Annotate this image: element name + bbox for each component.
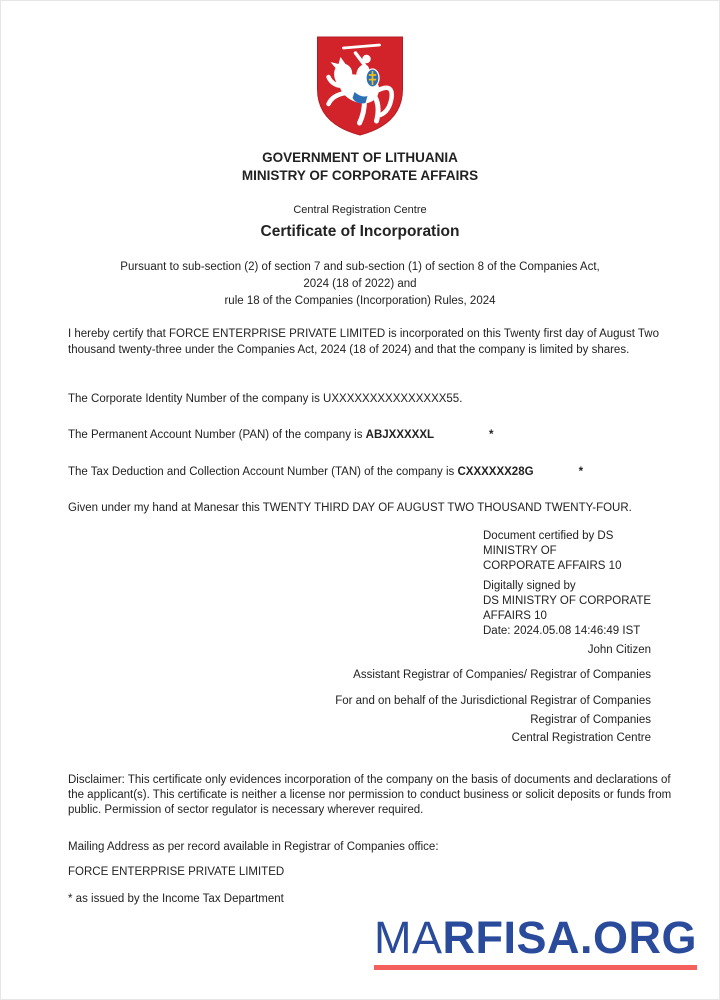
mailing-address-label: Mailing Address as per record available in Registrar of Companies office: xyxy=(68,841,439,853)
watermark-suffix: .ORG xyxy=(579,912,697,963)
signed-line-3: AFFAIRS 10 xyxy=(483,610,547,622)
watermark-underline xyxy=(374,965,697,970)
lithuania-coat-of-arms-icon xyxy=(313,34,408,139)
cin-prefix: The Corporate Identity Number of the company is xyxy=(68,393,324,405)
signed-line-1: Digitally signed by xyxy=(483,580,576,592)
marfisa-watermark-text xyxy=(374,912,697,963)
certified-line-3: CORPORATE AFFAIRS 10 xyxy=(483,560,622,572)
pursuant-line-3: rule 18 of the Companies (Incorporation) Rules, 2024 xyxy=(224,295,496,307)
pan-prefix: The Permanent Account Number (PAN) of the company is xyxy=(68,429,366,441)
company-name: FORCE ENTERPRISE PRIVATE LIMITED xyxy=(68,866,285,878)
tan-footnote-mark: * xyxy=(578,466,584,478)
pan-footnote-mark: * xyxy=(489,429,494,441)
cin-suffix: . xyxy=(459,393,463,405)
document-certified-stamp xyxy=(483,529,621,574)
signer-name: John Citizen xyxy=(587,644,651,656)
disclaimer-paragraph: Disclaimer: This certificate only evidences incorporation of the company on the basis of documents and declarations of the applicant(s). This certificate is neither a license nor permission to conduct business or solicit deposits or funds from public. Permission of sector regulator is necessary wherever required. xyxy=(68,774,672,816)
cin-value: UXXXXXXXXXXXXXXX55 xyxy=(323,393,460,405)
given-line: Given under my hand at Manesar this TWENTY THIRD DAY OF AUGUST TWO THOUSAND TWENTY-FOUR. xyxy=(68,502,632,514)
pursuant-line-1: Pursuant to sub-section (2) of section 7 and sub-section (1) of section 8 of the Companies Act, xyxy=(120,261,600,273)
watermark-prefix: MA xyxy=(373,912,443,963)
signed-line-2: DS MINISTRY OF CORPORATE xyxy=(483,595,652,607)
certified-line-1: Document certified by DS xyxy=(483,530,614,542)
pursuant-line-2: 2024 (18 of 2022) and xyxy=(303,278,417,290)
watermark-middle: RFISA xyxy=(442,912,580,963)
ministry-line: MINISTRY OF CORPORATE AFFAIRS xyxy=(241,168,479,183)
signed-line-4: Date: 2024.05.08 14:46:49 IST xyxy=(483,625,641,637)
certified-line-2: MINISTRY OF xyxy=(483,545,557,557)
tan-line xyxy=(68,464,673,480)
pan-value: ABJXXXXXL xyxy=(365,429,435,441)
signer-role-1: Assistant Registrar of Companies/ Registrar of Companies xyxy=(353,669,651,681)
tan-value: CXXXXXX28G xyxy=(457,466,534,478)
registration-centre-line: Central Registration Centre xyxy=(293,204,427,216)
certificate-title: Certificate of Incorporation xyxy=(260,223,460,240)
pan-line xyxy=(68,427,673,443)
marfisa-watermark xyxy=(374,913,697,970)
income-tax-footnote: * as issued by the Income Tax Department xyxy=(68,893,284,905)
tan-prefix: The Tax Deduction and Collection Account Number (TAN) of the company is xyxy=(68,466,458,478)
cin-line xyxy=(68,391,673,407)
signer-role-2: For and on behalf of the Jurisdictional Registrar of Companies xyxy=(335,695,651,707)
signer-role-4: Central Registration Centre xyxy=(511,732,651,744)
signer-role-3: Registrar of Companies xyxy=(530,714,651,726)
government-line: GOVERNMENT OF LITHUANIA xyxy=(262,150,458,165)
pursuant-block xyxy=(1,259,719,310)
digitally-signed-stamp xyxy=(483,579,651,639)
certify-paragraph: I hereby certify that FORCE ENTERPRISE PRIVATE LIMITED is incorporated on this Twenty first day of August Two thousand twenty-three under the Companies Act, 2024 (18 of 2024) and that the company is limited by shares. xyxy=(68,328,659,356)
